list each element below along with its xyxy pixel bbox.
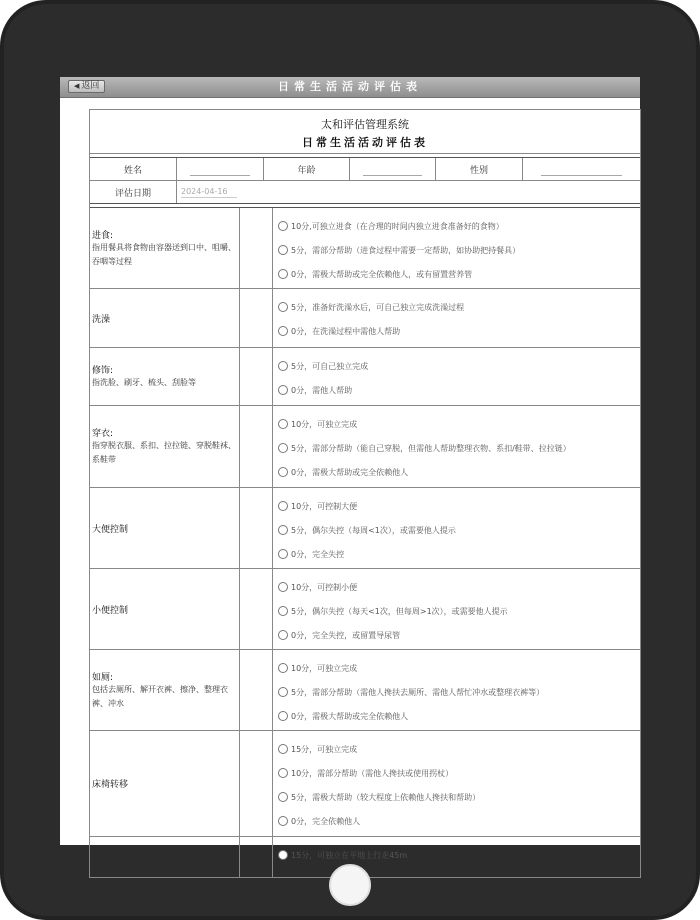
score-cell — [240, 488, 273, 568]
option-label: 10分，可独立完成 — [291, 419, 358, 429]
gender-field[interactable] — [523, 158, 640, 180]
date-field[interactable] — [177, 181, 640, 203]
score-cell — [240, 289, 273, 347]
score-option[interactable] — [278, 843, 640, 867]
item-title: 修饰: — [92, 366, 114, 376]
form-scroll-area[interactable] — [60, 98, 640, 860]
radio-button[interactable] — [278, 663, 288, 673]
option-label: 5分，偶尔失控（每天<1次，但每周>1次），或需要他人提示 — [291, 606, 508, 616]
item-label — [90, 348, 240, 405]
item-description: 指洗脸、刷牙、梳头、刮脸等 — [92, 378, 196, 387]
item-description: 指用餐具将食物由容器送到口中、咀嚼、吞咽等过程 — [92, 242, 236, 266]
form-title: 日常生活活动评估表 — [302, 136, 428, 149]
item-options — [273, 488, 640, 568]
item-description: 包括去厕所、解开衣裤、擦净、整理衣裤、冲水 — [92, 684, 228, 708]
assessment-item — [90, 650, 640, 731]
item-options — [273, 348, 640, 405]
back-arrow-icon: ◀ — [74, 82, 80, 90]
option-label: 10分，可控制小便 — [291, 582, 358, 592]
score-option[interactable] — [278, 319, 640, 343]
info-row — [90, 180, 640, 203]
gender-label: 性别 — [436, 158, 523, 180]
radio-button[interactable] — [278, 687, 288, 697]
score-option[interactable] — [278, 704, 640, 728]
item-label — [90, 731, 240, 836]
assessment-items — [90, 207, 640, 878]
score-cell — [240, 406, 273, 487]
item-options — [273, 406, 640, 487]
item-label — [90, 406, 240, 487]
score-option[interactable] — [278, 680, 640, 704]
item-label — [90, 837, 240, 877]
score-option[interactable] — [278, 494, 640, 518]
score-option[interactable] — [278, 761, 640, 785]
score-option[interactable] — [278, 238, 640, 262]
option-label: 5分，可自己独立完成 — [291, 361, 369, 371]
score-option[interactable] — [278, 623, 640, 647]
radio-button[interactable] — [278, 245, 288, 255]
option-label: 10分，需部分帮助（需他人搀扶或使用拐杖） — [291, 768, 454, 778]
assessment-form — [89, 109, 641, 878]
item-description: 指穿脱衣服、系扣、拉拉链、穿脱鞋袜、系鞋带 — [92, 441, 236, 464]
radio-button[interactable] — [278, 549, 288, 559]
item-label — [90, 569, 240, 649]
item-title: 洗澡 — [92, 314, 111, 325]
home-button[interactable] — [329, 864, 371, 906]
option-label: 15分，可独立在平地上行走45m — [291, 850, 408, 860]
score-option[interactable] — [278, 460, 640, 484]
screen — [60, 77, 640, 860]
radio-button[interactable] — [278, 768, 288, 778]
item-label — [90, 289, 240, 347]
score-option[interactable] — [278, 542, 640, 566]
radio-button[interactable] — [278, 419, 288, 429]
radio-button[interactable] — [278, 850, 288, 860]
radio-button[interactable] — [278, 269, 288, 279]
item-options — [273, 289, 640, 347]
option-label: 10分,可独立进食（在合理的时间内独立进食准备好的食物） — [291, 221, 504, 231]
radio-button[interactable] — [278, 501, 288, 511]
radio-button[interactable] — [278, 816, 288, 826]
score-option[interactable] — [278, 737, 640, 761]
item-label — [90, 208, 240, 288]
form-header — [90, 109, 640, 154]
option-label: 10分，可控制大便 — [291, 501, 358, 511]
score-option[interactable] — [278, 809, 640, 833]
score-option[interactable] — [278, 214, 640, 238]
radio-button[interactable] — [278, 443, 288, 453]
radio-button[interactable] — [278, 582, 288, 592]
item-options — [273, 650, 640, 730]
option-label: 5分，需极大帮助（较大程度上依赖他人搀扶和帮助） — [291, 792, 481, 802]
radio-button[interactable] — [278, 711, 288, 721]
option-label: 0分，完全失控，或留置导尿管 — [291, 630, 401, 640]
score-option[interactable] — [278, 262, 640, 286]
score-cell — [240, 731, 273, 836]
radio-button[interactable] — [278, 326, 288, 336]
option-label: 5分，偶尔失控（每周<1次），或需要他人提示 — [291, 525, 456, 535]
option-label: 10分，可独立完成 — [291, 663, 358, 673]
option-label: 5分，需部分帮助（能自己穿脱，但需他人帮助整理衣物、系扣/鞋带、拉拉链） — [291, 443, 571, 453]
item-label — [90, 650, 240, 730]
score-cell — [240, 837, 273, 877]
assessment-item — [90, 208, 640, 289]
score-option[interactable] — [278, 412, 640, 436]
date-value[interactable]: 2024-04-16 — [181, 187, 237, 198]
radio-button[interactable] — [278, 744, 288, 754]
score-option[interactable] — [278, 354, 640, 378]
radio-button[interactable] — [278, 221, 288, 231]
score-cell — [240, 569, 273, 649]
assessment-item — [90, 731, 640, 837]
item-options — [273, 208, 640, 288]
radio-button[interactable] — [278, 606, 288, 616]
score-option[interactable] — [278, 518, 640, 542]
option-label: 0分，需极大帮助或完全依赖他人 — [291, 467, 409, 477]
patient-info-table — [90, 157, 640, 204]
option-label: 0分，需极大帮助或完全依赖他人，或有留置营养管 — [291, 269, 473, 279]
assessment-item — [90, 348, 640, 406]
option-label: 5分，需部分帮助（需他人搀扶去厕所、需他人帮忙冲水或整理衣裤等） — [291, 687, 545, 697]
option-label: 0分，完全依赖他人 — [291, 816, 361, 826]
system-name: 太和评估管理系统 — [321, 118, 409, 131]
age-label: 年龄 — [264, 158, 350, 180]
assessment-item — [90, 569, 640, 650]
title-bar — [60, 77, 640, 98]
item-options — [273, 569, 640, 649]
option-label: 15分，可独立完成 — [291, 744, 358, 754]
age-field[interactable] — [350, 158, 436, 180]
option-label: 0分，需极大帮助或完全依赖他人 — [291, 711, 409, 721]
back-button-label: 返回 — [81, 81, 100, 91]
item-title: 小便控制 — [92, 605, 129, 616]
score-cell — [240, 208, 273, 288]
assessment-item — [90, 406, 640, 488]
item-title: 床椅转移 — [92, 780, 129, 790]
item-options — [273, 837, 640, 877]
titlebar-title: 日常生活活动评估表 — [278, 80, 422, 93]
date-label: 评估日期 — [90, 181, 177, 203]
score-option[interactable] — [278, 656, 640, 680]
option-label: 0分，在洗澡过程中需他人帮助 — [291, 326, 401, 336]
radio-button[interactable] — [278, 361, 288, 371]
option-label: 5分，需部分帮助（进食过程中需要一定帮助，如协助把持餐具） — [291, 245, 521, 255]
score-cell — [240, 650, 273, 730]
name-label: 姓名 — [90, 158, 177, 180]
radio-button[interactable] — [278, 525, 288, 535]
score-option[interactable] — [278, 436, 640, 460]
assessment-item — [90, 488, 640, 569]
item-title: 大便控制 — [92, 524, 129, 535]
option-label: 5分，准备好洗澡水后，可自己独立完成洗澡过程 — [291, 302, 465, 312]
option-label: 0分，完全失控 — [291, 549, 345, 559]
item-title: 进食: — [92, 230, 114, 241]
radio-button[interactable] — [278, 467, 288, 477]
score-option[interactable] — [278, 785, 640, 809]
assessment-item — [90, 289, 640, 348]
option-label: 0分，需他人帮助 — [291, 385, 353, 395]
radio-button[interactable] — [278, 302, 288, 312]
item-title: 如厕: — [92, 672, 114, 683]
score-option[interactable] — [278, 599, 640, 623]
score-option[interactable] — [278, 575, 640, 599]
score-option[interactable] — [278, 295, 640, 319]
item-options — [273, 731, 640, 836]
score-option[interactable] — [278, 378, 640, 402]
item-label — [90, 488, 240, 568]
radio-button[interactable] — [278, 385, 288, 395]
radio-button[interactable] — [278, 792, 288, 802]
score-cell — [240, 348, 273, 405]
name-field[interactable] — [177, 158, 264, 180]
item-title: 穿衣: — [92, 429, 114, 439]
info-row — [90, 158, 640, 180]
radio-button[interactable] — [278, 630, 288, 640]
